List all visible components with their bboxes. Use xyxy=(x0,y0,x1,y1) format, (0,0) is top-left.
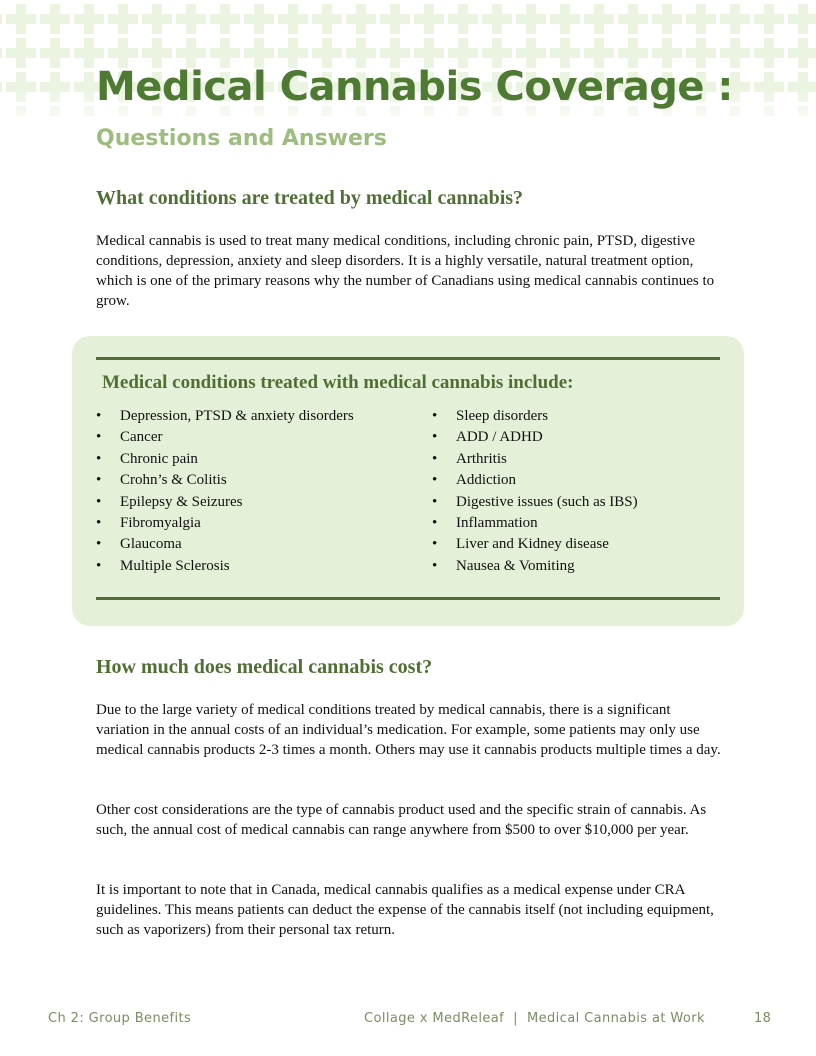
list-item: • Crohn’s & Colitis xyxy=(96,470,354,491)
list-item: • Addiction xyxy=(432,470,638,491)
list-item: • Liver and Kidney disease xyxy=(432,534,638,555)
list-item: • Sleep disorders xyxy=(432,406,638,427)
section-heading-conditions: What conditions are treated by medical cannabis? xyxy=(96,187,524,209)
list-item: • Digestive issues (such as IBS) xyxy=(432,492,638,513)
list-item: • Nausea & Vomiting xyxy=(432,556,638,577)
list-item: • Depression, PTSD & anxiety disorders xyxy=(96,406,354,427)
callout-bottom-rule xyxy=(96,597,720,600)
list-item: • Epilepsy & Seizures xyxy=(96,492,354,513)
conditions-list-right xyxy=(432,406,638,577)
footer-page-number: 18 xyxy=(754,1011,772,1026)
footer-chapter: Ch 2: Group Benefits xyxy=(48,1011,192,1026)
list-item: • Cancer xyxy=(96,427,354,448)
cost-paragraph-1: Due to the large variety of medical conditions treated by medical cannabis, there is a significant variation in the annual costs of an individual’s medication. For example, some patients may only use medical cannabis products 2-3 times a month. Others may use it cannabis products multiple times a day. xyxy=(96,702,721,758)
cost-paragraph-3: It is important to note that in Canada, medical cannabis qualifies as a medical expense under CRA guidelines. This means patients can deduct the expense of the cannabis itself (not including equipment, such as vaporizers) from their personal tax return. xyxy=(96,882,714,938)
callout-heading: Medical conditions treated with medical cannabis include: xyxy=(102,372,574,393)
list-item: • Arthritis xyxy=(432,449,638,470)
cost-paragraph-2: Other cost considerations are the type of cannabis product used and the specific strain of cannabis. As such, the annual cost of medical cannabis can range anywhere from $500 to over $10,000 per year. xyxy=(96,802,707,838)
page-title: Medical Cannabis Coverage : xyxy=(96,64,733,110)
list-item: • Fibromyalgia xyxy=(96,513,354,534)
callout-top-rule xyxy=(96,357,720,360)
list-item: • Glaucoma xyxy=(96,534,354,555)
conditions-list-left xyxy=(96,406,354,577)
list-item: • ADD / ADHD xyxy=(432,427,638,448)
list-item: • Inflammation xyxy=(432,513,638,534)
conditions-paragraph: Medical cannabis is used to treat many medical conditions, including chronic pain, PTSD, digestive conditions, depression, anxiety and sleep disorders. It is a highly versatile, natural treatment option, which is one of the primary reasons why the number of Canadians using medical cannabis continues to grow. xyxy=(96,233,715,309)
footer-publication: Collage x MedReleaf | Medical Cannabis at Work xyxy=(364,1011,705,1026)
page-subtitle: Questions and Answers xyxy=(96,126,387,151)
list-item: • Chronic pain xyxy=(96,449,354,470)
section-heading-cost: How much does medical cannabis cost? xyxy=(96,656,433,678)
list-item: • Multiple Sclerosis xyxy=(96,556,354,577)
